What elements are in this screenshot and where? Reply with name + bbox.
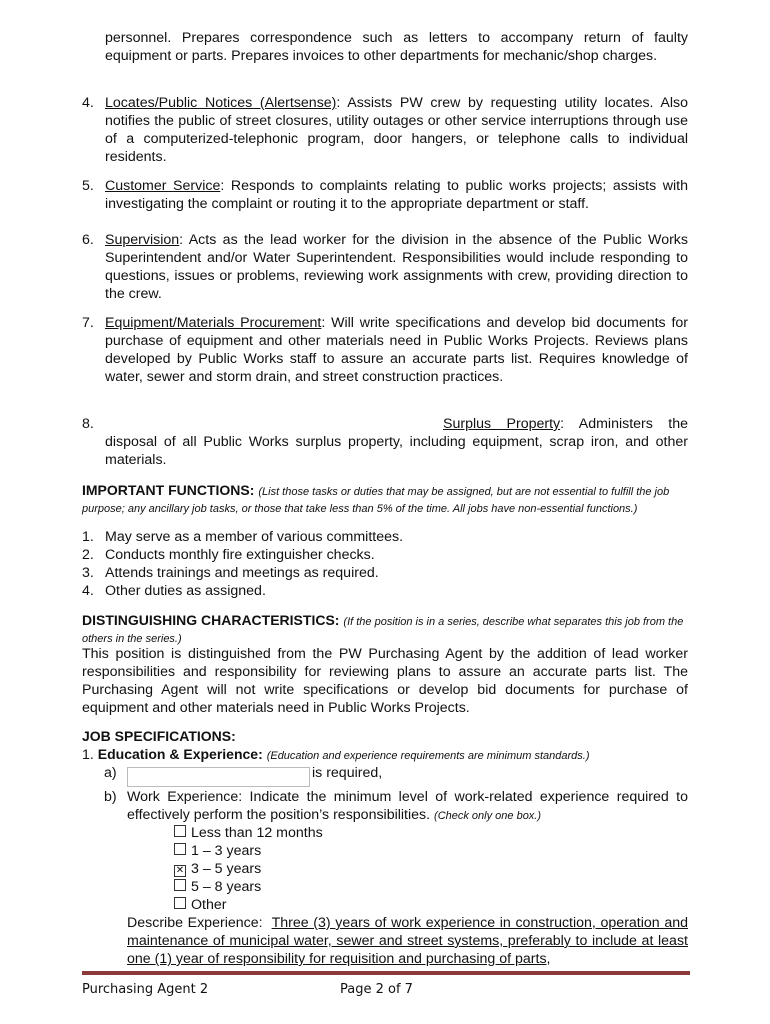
- checkbox-icon[interactable]: ✕: [175, 865, 185, 876]
- option-1-3-years[interactable]: [174, 842, 261, 860]
- option-other[interactable]: [174, 896, 226, 914]
- job-specs-heading: [82, 728, 688, 745]
- work-experience-note: (Check only one box.): [434, 810, 542, 822]
- option-3-5-years[interactable]: [174, 860, 261, 878]
- duty-item: [105, 177, 688, 213]
- section-note: (List those tasks or duties that may be assigned, but are not essential to fulfill the job purpose; any ancillary job tasks, or those that take less than 5% of the time. All jobs have non-essential functions.): [82, 486, 670, 515]
- duty-item: [105, 231, 688, 303]
- option-label: 5 – 8 years: [191, 879, 262, 895]
- duty-number: 4.: [82, 95, 94, 111]
- item-b-label: b): [104, 789, 117, 805]
- item-b-text: [127, 788, 688, 825]
- footer-rule: [82, 971, 690, 975]
- list-number: 3.: [82, 565, 94, 581]
- distinguishing-paragraph: This position is distinguished from the PW Purchasing Agent by the addition of lead worker responsibilities and responsibility for reviewing plans to assure an accurate parts list. The Purchasing Agent will not write specifications or develop bid documents for purchase of equipment and other materials need in Public Works Projects.: [82, 646, 688, 716]
- list-item: [82, 546, 688, 564]
- option-label: 1 – 3 years: [191, 843, 262, 859]
- footer-page-number: Page 2 of 7: [340, 982, 413, 997]
- list-text: Other duties as assigned.: [105, 583, 266, 599]
- duty-title: Equipment/Materials Procurement: [105, 315, 322, 331]
- section-heading: JOB SPECIFICATIONS:: [82, 728, 236, 744]
- item-a-label: a): [104, 765, 117, 781]
- section-note: (If the position is in a series, describe what separates this job from the others in the series.): [82, 616, 684, 645]
- item-a-suffix: is required,: [312, 765, 383, 781]
- footer-document-title: Purchasing Agent 2: [82, 982, 209, 997]
- edu-heading: Education & Experience:: [97, 746, 263, 762]
- education-requirement-field[interactable]: [127, 767, 310, 787]
- duty-text: : Assists PW crew by requesting utility locates. Also notifies the public of street closures, utility outages or other service interruptions through use of a computerized-telephonic program, door hangers, or telephone calls to individual residents.: [105, 95, 688, 165]
- duty-text: : Responds to complaints relating to public works projects; assists with investigating the complaint or routing it to the appropriate department or staff.: [105, 178, 688, 212]
- duty-text: : Administers the disposal of all Public Works surplus property, including equipment, scrap iron, and other materials.: [105, 416, 688, 468]
- important-functions-list: [82, 528, 688, 600]
- option-label: Other: [191, 897, 227, 913]
- important-functions-header: [82, 482, 688, 517]
- duty-item: [105, 415, 688, 469]
- option-less-than-12-months[interactable]: [174, 824, 323, 842]
- duty-number: 5.: [82, 178, 94, 194]
- duty-text: : Will write specifications and develop bid documents for purchase of equipment and other materials need in Public Works Projects. Reviews plans developed by Public Works staff to assure an accurate parts list. Requires knowledge of water, sewer and storm drain, and street construction practices.: [105, 315, 689, 385]
- checkbox-icon[interactable]: [174, 897, 186, 909]
- distinguishing-header: [82, 612, 688, 647]
- describe-experience: [127, 914, 688, 968]
- list-number: 4.: [82, 583, 94, 599]
- checkbox-icon[interactable]: [174, 843, 186, 855]
- duty-number: 6.: [82, 232, 94, 248]
- duty-number: 7.: [82, 315, 94, 331]
- describe-text: Three (3) years of work experience in construction, operation and maintenance of municipal water, sewer and street systems, preferably to include at least one (1) year of responsibility for requisition and purchasing of parts,: [127, 915, 688, 967]
- option-label: Less than 12 months: [191, 825, 323, 841]
- list-item: [82, 564, 688, 582]
- duty-number: 8.: [82, 416, 94, 432]
- list-text: Attends trainings and meetings as required.: [105, 565, 379, 581]
- duty-item: [105, 94, 688, 166]
- option-label: 3 – 5 years: [191, 861, 262, 877]
- section-heading: IMPORTANT FUNCTIONS:: [82, 482, 255, 498]
- list-number: 2.: [82, 547, 94, 563]
- option-5-8-years[interactable]: [174, 878, 261, 896]
- duty-title: Surplus Property: [443, 416, 561, 432]
- list-item: [82, 582, 688, 600]
- education-heading: [82, 746, 688, 764]
- continuation-paragraph: personnel. Prepares correspondence such as letters to accompany return of faulty equipment or parts. Prepares invoices to other departments for mechanic/shop charges.: [105, 30, 688, 64]
- describe-label: Describe Experience:: [127, 915, 263, 931]
- list-item: [82, 528, 688, 546]
- list-number: 1.: [82, 529, 94, 545]
- duty-title: Locates/Public Notices (Alertsense): [105, 95, 337, 111]
- list-text: May serve as a member of various committees.: [105, 529, 404, 545]
- edu-note: (Education and experience requirements are minimum standards.): [266, 750, 590, 762]
- section-heading: DISTINGUISHING CHARACTERISTICS:: [82, 612, 340, 628]
- duty-title: Supervision: [105, 232, 180, 248]
- duty-item: [105, 314, 688, 386]
- work-experience-text: Work Experience: Indicate the minimum level of work-related experience required to effectively perform the position’s responsibilities.: [127, 789, 688, 823]
- edu-number: 1.: [82, 747, 94, 763]
- checkbox-icon[interactable]: [174, 879, 186, 891]
- list-text: Conducts monthly fire extinguisher checks.: [105, 547, 375, 563]
- duty-title: Customer Service: [105, 178, 221, 194]
- checkbox-icon[interactable]: [174, 825, 186, 837]
- duty-text: : Acts as the lead worker for the division in the absence of the Public Works Superintendent and/or Water Superintendent. Responsibilities would include responding to questions, issues or problems, reviewing work assignments with crew, providing direction to the crew.: [105, 232, 688, 302]
